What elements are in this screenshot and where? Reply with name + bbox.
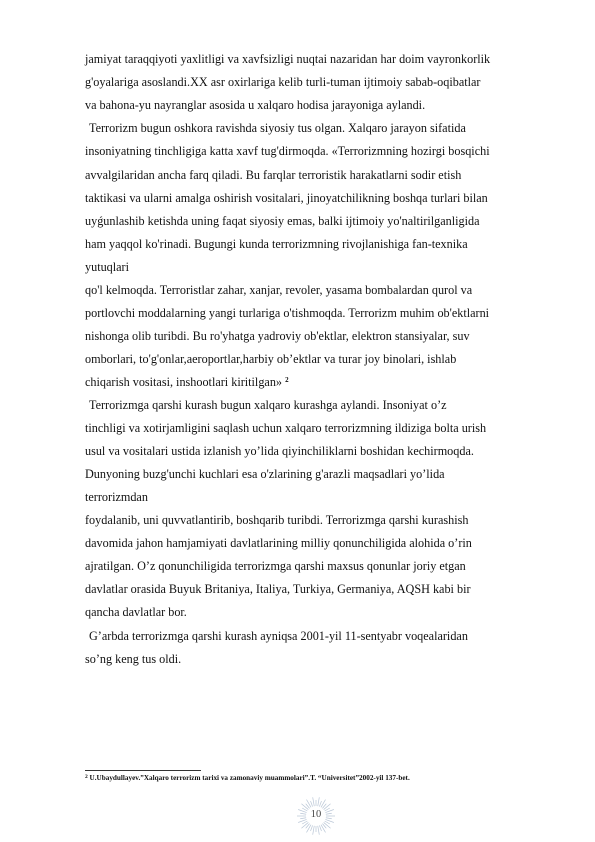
body-text-line: va bahona-yu nayranglar asosida u xalqaro hodisa jarayoniga aylandi. [85, 98, 426, 112]
body-text-line: yutuqlari [85, 260, 130, 274]
body-text-line: ajratilgan. O’z qonunchiligida terrorizmga qarshi maxsus qonunlar joriy etgan [85, 559, 466, 573]
footnote [85, 774, 410, 783]
body-text-span: chiqarish vositasi, inshootlari kiritilgan» [85, 375, 283, 389]
body-text-line: tinchligi va xotirjamligini saqlash uchun xalqaro terrorizmning ildiziga bolta urish [85, 421, 487, 435]
body-text-line: omborlari, to'g'onlar,aeroportlar,harbiy ob’ektlar va turar joy binolari, ishlab [85, 352, 457, 366]
footnote-reference[interactable]: 2 [285, 376, 289, 384]
body-text-line: portlovchi moddalarning yangi turlariga o'tishmoqda. Terrorizm muhim ob'ektlarni [85, 306, 490, 320]
footnote-marker: 2 [85, 774, 88, 780]
page-number-badge [296, 796, 336, 836]
body-text-line: usul va vositalari ustida izlanish yo’lida qiyinchiliklarni boshidan kechirmoqda. [85, 444, 474, 458]
body-text-line: davomida jahon hamjamiyati davlatlarining milliy qonunchiligida alohida o’rin [85, 536, 472, 550]
body-text-line: foydalanib, uni quvvatlantirib, boshqarib turibdi. Terrorizmga qarshi kurashish [85, 513, 469, 527]
body-text-line: insoniyatning tinchligiga katta xavf tug'dirmoqda. «Terrorizmning hozirgi bosqichi [85, 144, 490, 158]
body-text-line: terrorizmdan [85, 490, 148, 504]
paragraph-first-line: G’arbda terrorizmga qarshi kurash ayniqsa 2001-yil 11-sentyabr voqealaridan [89, 629, 468, 643]
body-text-line: taktikasi va ularni amalga oshirish vositalari, jinoyatchilikning boshqa turlari bilan [85, 191, 488, 205]
body-text-line: g'oyalariga asoslandi.XX asr oxirlariga kelib turli-tuman ijtimoiy sabab-oqibatlar [85, 75, 481, 89]
body-text-line: Dunyoning buzg'unchi kuchlari esa o'zlarining g'arazli maqsadlari yo’lida [85, 467, 445, 481]
page-number: 10 [310, 809, 322, 820]
paragraph-first-line: Terrorizm bugun oshkora ravishda siyosiy tus olgan. Xalqaro jarayon sifatida [89, 121, 466, 135]
body-text-line: davlatlar orasida Buyuk Britaniya, Italiya, Turkiya, Germaniya, AQSH kabi bir [85, 582, 471, 596]
body-text-line: avvalgilaridan ancha farq qiladi. Bu farqlar terroristik harakatlarni sodir etish [85, 168, 462, 182]
body-text-line: ham yaqqol ko'rinadi. Bugungi kunda terrorizmning rivojlanishiga fan-texnika [85, 237, 468, 251]
footnote-text: U.Ubaydullayev.”Xalqaro terrorizm tarixi va zamonaviy muammolari”.T. “Universitet”2002-yil 137-bet. [89, 774, 410, 782]
body-text-line: qancha davlatlar bor. [85, 605, 187, 619]
body-text-line-with-footnote [85, 375, 289, 389]
body-text-line: uyǵunlashib ketishda uning faqat siyosiy emas, balki ijtimoiy yo'naltirilganligida [85, 214, 480, 228]
body-text-line: qo'l kelmoqda. Terroristlar zahar, xanjar, revoler, yasama bombalardan qurol va [85, 283, 473, 297]
body-text-line: so’ng keng tus oldi. [85, 652, 182, 666]
paragraph-first-line: Terrorizmga qarshi kurash bugun xalqaro kurashga aylandi. Insoniyat o’z [89, 398, 447, 412]
body-text-line: nishonga olib turibdi. Bu ro'yhatga yadroviy ob'ektlar, elektron stansiyalar, suv [85, 329, 470, 343]
body-text-line: jamiyat taraqqiyoti yaxlitligi va xavfsizligi nuqtai nazaridan har doim vayronkorlik [85, 52, 491, 66]
footnote-divider [85, 770, 201, 771]
